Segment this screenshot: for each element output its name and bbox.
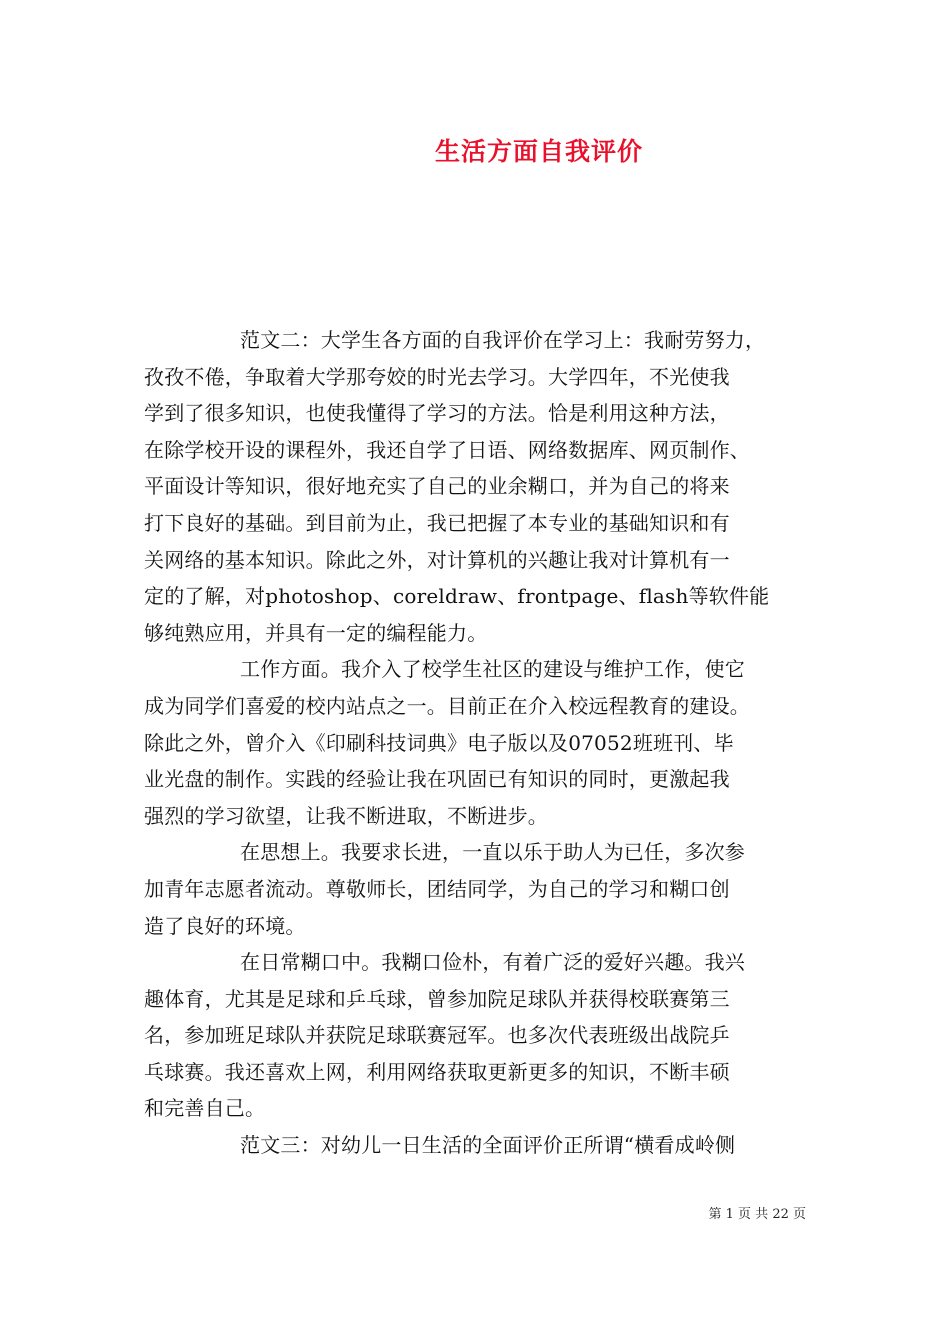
body-line: 乓球赛。我还喜欢上网，利用网络获取更新更多的知识，不断丰硕 <box>144 1059 730 1084</box>
body-line: 在除学校开设的课程外，我还自学了日语、网络数据库、网页制作、 <box>144 437 750 462</box>
body-line: 除此之外，曾介入《印刷科技词典》电子版以及07052班班刊、毕 <box>144 730 734 755</box>
body-line: 工作方面。我介入了校学生社区的建设与维护工作，使它 <box>240 657 745 682</box>
body-line: 关网络的基本知识。除此之外，对计算机的兴趣让我对计算机有一 <box>144 547 730 572</box>
body-line: 在日常糊口中。我糊口俭朴，有着广泛的爱好兴趣。我兴 <box>240 950 745 975</box>
body-line: 和完善自己。 <box>144 1096 266 1121</box>
body-line: 在思想上。我要求长进，一直以乐于助人为已任，多次参 <box>240 840 745 865</box>
body-line: 趣体育，尤其是足球和乒乓球，曾参加院足球队并获得校联赛第三 <box>144 986 730 1011</box>
body-line: 范文三：对幼儿一日生活的全面评价正所谓“横看成岭侧 <box>240 1133 736 1158</box>
body-line: 名，参加班足球队并获院足球联赛冠军。也多次代表班级出战院乒 <box>144 1023 730 1048</box>
body-line: 加青年志愿者流动。尊敬师长，团结同学，为自己的学习和糊口创 <box>144 876 730 901</box>
body-line: 成为同学们喜爱的校内站点之一。目前正在介入校远程教育的建设。 <box>144 693 750 718</box>
body-line: 平面设计等知识，很好地充实了自己的业余糊口，并为自己的将来 <box>144 474 730 499</box>
body-line: 业光盘的制作。实践的经验让我在巩固已有知识的同时，更激起我 <box>144 767 730 792</box>
body-line: 孜孜不倦，争取着大学那夸姣的时光去学习。大学四年，不光使我 <box>144 364 730 389</box>
body-line: 定的了解，对photoshop、coreldraw、frontpage、flash等软件能 <box>144 584 770 609</box>
body-line: 范文二：大学生各方面的自我评价在学习上：我耐劳努力， <box>240 328 766 352</box>
body-line: 够纯熟应用，并具有一定的编程能力。 <box>144 620 488 645</box>
document-body <box>144 322 816 1164</box>
body-line: 造了良好的环境。 <box>144 913 306 938</box>
document-title: 生活方面自我评价 <box>434 137 643 166</box>
body-line: 学到了很多知识，也使我懂得了学习的方法。恰是利用这种方法， <box>144 401 730 426</box>
body-line: 强烈的学习欲望，让我不断进取，不断进步。 <box>144 803 548 828</box>
page-footer: 第 1 页 共 22 页 <box>708 1207 806 1222</box>
body-line: 打下良好的基础。到目前为止，我已把握了本专业的基础知识和有 <box>144 510 730 535</box>
